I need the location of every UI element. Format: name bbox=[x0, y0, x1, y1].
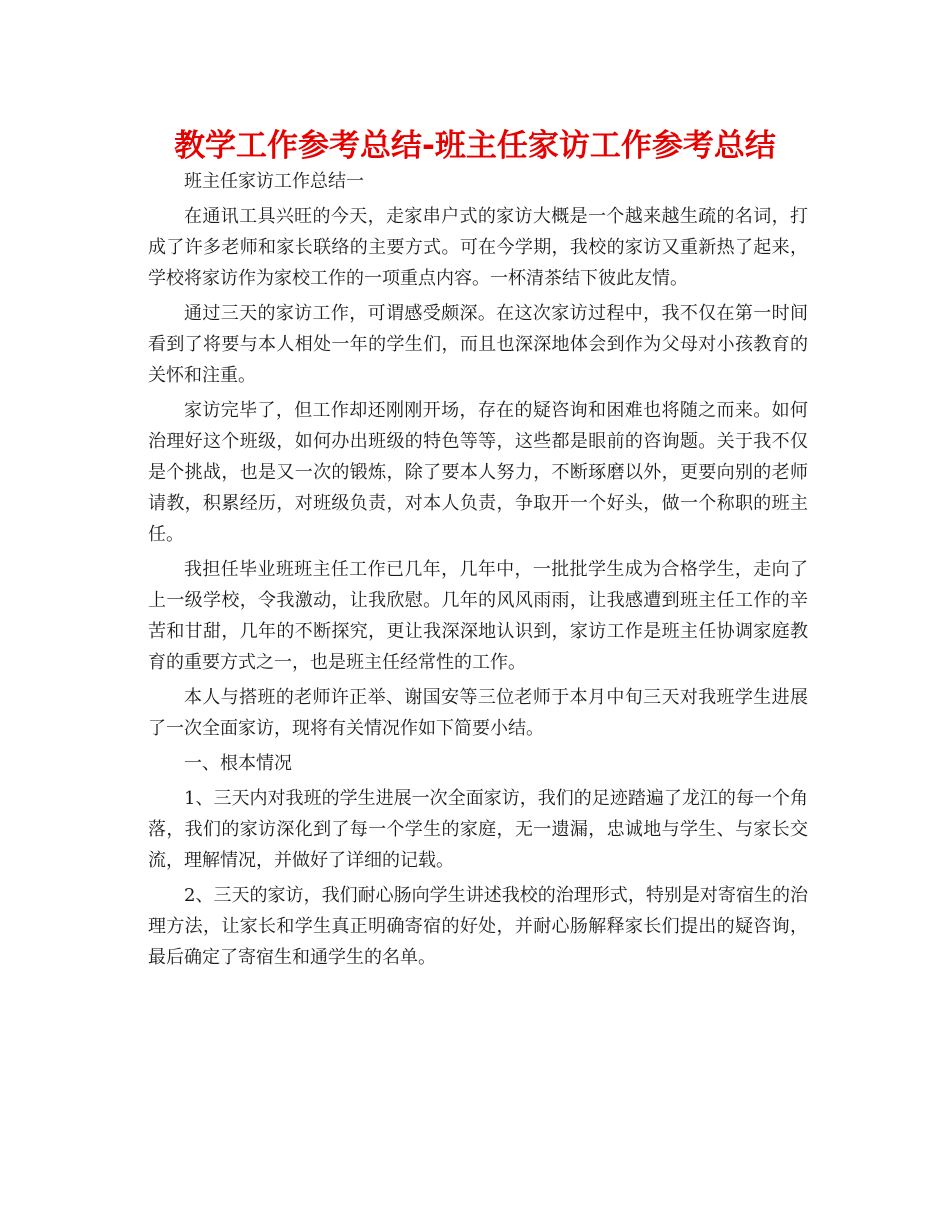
document-body bbox=[148, 166, 808, 977]
section-heading: 班主任家访工作总结一 bbox=[184, 171, 364, 192]
paragraph: 本人与搭班的老师许正举、谢国安等三位老师于本月中旬三天对我班学生进展了一次全面家访，现将有关情况作如下简要小结。 bbox=[148, 687, 808, 739]
paragraph: 2、三天的家访，我们耐心肠向学生讲述我校的治理形式，特别是对寄宿生的治理方法，让家长和学生真正明确寄宿的好处，并耐心肠解释家长们提出的疑咨询，最后确定了寄宿生和通学生的名单。 bbox=[148, 885, 808, 968]
paragraph: 家访完毕了，但工作却还刚刚开场，存在的疑咨询和困难也将随之而来。如何治理好这个班级，如何办出班级的特色等等，这些都是眼前的咨询题。关于我不仅是个挑战，也是又一次的锻炼，除了要本人努力，不断琢磨以外，更要向别的老师请教，积累经历，对班级负责，对本人负责，争取开一个好头，做一个称职的班主任。 bbox=[148, 400, 808, 545]
document-title: 教学工作参考总结-班主任家访工作参考总结 bbox=[174, 128, 776, 164]
paragraph: 通过三天的家访工作，可谓感受颇深。在这次家访过程中，我不仅在第一时间看到了将要与本人相处一年的学生们，而且也深深地体会到作为父母对小孩教育的关怀和注重。 bbox=[148, 303, 808, 386]
paragraph: 在通讯工具兴旺的今天，走家串户式的家访大概是一个越来越生疏的名词，打成了许多老师和家长联络的主要方式。可在今学期，我校的家访又重新热了起来，学校将家访作为家校工作的一项重点内容。一杯清茶结下彼此友情。 bbox=[148, 206, 808, 289]
paragraph: 1、三天内对我班的学生进展一次全面家访，我们的足迹踏遍了龙江的每一个角落，我们的家访深化到了每一个学生的家庭，无一遗漏，忠诚地与学生、与家长交流，理解情况，并做好了详细的记载。 bbox=[148, 788, 808, 871]
paragraph: 我担任毕业班班主任工作已几年，几年中，一批批学生成为合格学生，走向了上一级学校，令我激动，让我欣慰。几年的风风雨雨，让我感遭到班主任工作的辛苦和甘甜，几年的不断探究，更让我深深地认识到，家访工作是班主任协调家庭教育的重要方式之一，也是班主任经常性的工作。 bbox=[148, 559, 808, 673]
section-heading: 一、根本情况 bbox=[184, 753, 292, 774]
